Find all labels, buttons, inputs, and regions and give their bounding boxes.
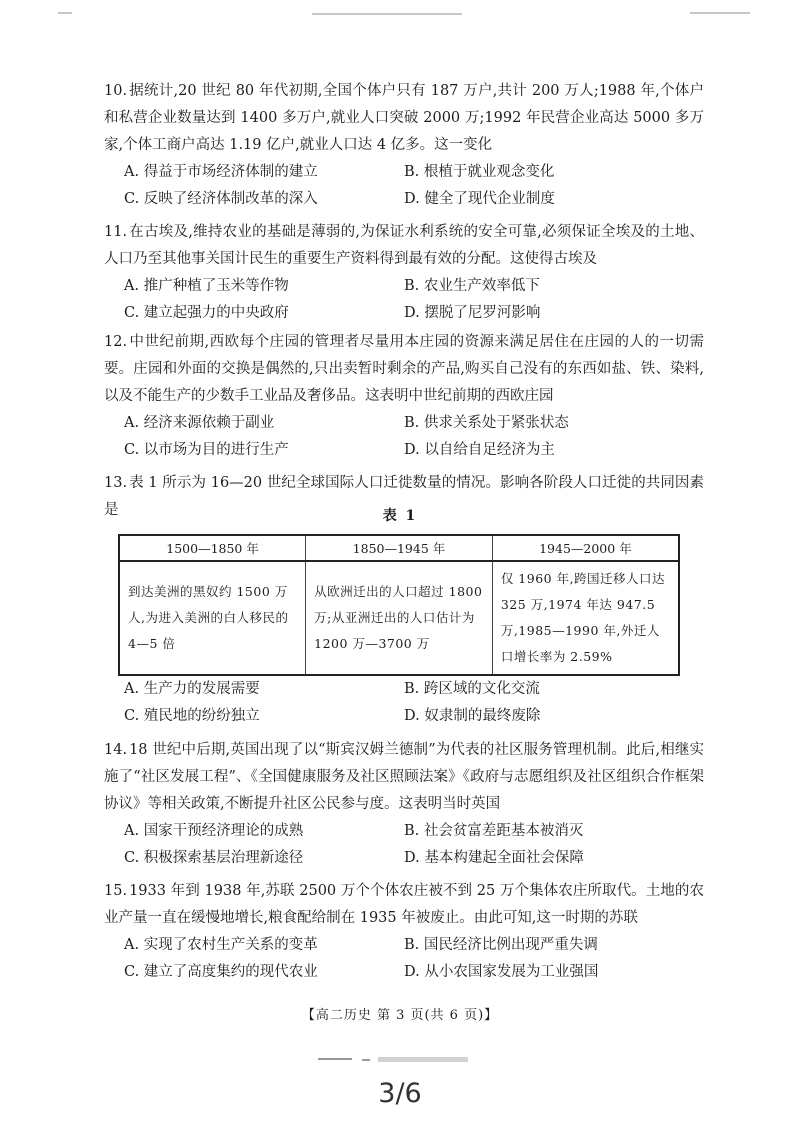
- option-a: A. 国家干预经济理论的成熟: [124, 823, 304, 839]
- question-14: [104, 737, 704, 872]
- scan-mark-bottom: [378, 1057, 468, 1062]
- option-b: B. 供求关系处于紧张状态: [404, 415, 569, 431]
- table-row: [119, 561, 679, 675]
- option-b: B. 根植于就业观念变化: [404, 164, 555, 180]
- option-c: C. 建立了高度集约的现代农业: [124, 964, 318, 980]
- question-stem: 1933 年到 1938 年,苏联 2500 万个个体农庄被不到 25 万个集体农庄所取代。土地的农业产量一直在缓慢地增长,粮食配给制在 1935 年被废止。由此可知,这一时期的苏联: [104, 883, 704, 926]
- option-b: B. 国民经济比例出现严重失调: [404, 937, 598, 953]
- table-cell: 从欧洲迁出的人口超过 1800 万;从亚洲迁出的人口估计为 1200 万—3700 万: [306, 561, 493, 675]
- question-number: 15.: [104, 883, 128, 899]
- option-d: D. 从小农国家发展为工业强国: [404, 964, 599, 980]
- question-number: 13.: [104, 475, 128, 491]
- option-c: C. 反映了经济体制改革的深入: [124, 191, 318, 207]
- question-12: [104, 329, 704, 464]
- question-number: 12.: [104, 334, 128, 350]
- question-number: 11.: [104, 224, 128, 240]
- table-cell: 到达美洲的黑奴约 1500 万人,为进入美洲的白人移民的 4—5 倍: [119, 561, 306, 675]
- option-a: A. 得益于市场经济体制的建立: [124, 164, 318, 180]
- table-header-cell: 1945—2000 年: [492, 535, 679, 561]
- option-a: A. 经济来源依赖于副业: [124, 415, 275, 431]
- question-stem: 表 1 所示为 16—20 世纪全球国际人口迁徙数量的情况。影响各阶段人口迁徙的共同因素是: [104, 475, 704, 518]
- scan-mark-bottom: [318, 1058, 352, 1060]
- question-stem: 18 世纪中后期,英国出现了以“斯宾汉姆兰德制”为代表的社区服务管理机制。此后,相继实施了“社区发展工程”、《全国健康服务及社区照顾法案》《政府与志愿组织及社区组织合作框架协议》等相关政策,不断提升社区公民参与度。这表明当时英国: [104, 742, 704, 812]
- option-a: A. 生产力的发展需要: [124, 681, 260, 697]
- option-b: B. 跨区域的文化交流: [404, 681, 540, 697]
- page-footer: 【高二历史 第 3 页(共 6 页)】: [301, 1008, 499, 1023]
- option-c: C. 殖民地的纷纷独立: [124, 708, 260, 724]
- migration-table: [118, 534, 680, 676]
- option-a: A. 实现了农村生产关系的变革: [124, 937, 318, 953]
- option-d: D. 以自给自足经济为主: [404, 442, 555, 458]
- option-d: D. 摆脱了尼罗河影响: [404, 305, 541, 321]
- question-10: [104, 78, 704, 213]
- question-11: [104, 219, 704, 327]
- question-15: [104, 878, 704, 986]
- scan-mark-bottom: [362, 1059, 370, 1061]
- page-number: 3/6: [378, 1078, 422, 1109]
- table-cell: 仅 1960 年,跨国迁移人口达 325 万,1974 年达 947.5 万,1985—1990 年,外迁人口增长率为 2.59%: [492, 561, 679, 675]
- option-a: A. 推广种植了玉米等作物: [124, 278, 289, 294]
- option-c: C. 以市场为目的进行生产: [124, 442, 289, 458]
- question-stem: 中世纪前期,西欧每个庄园的管理者尽量用本庄园的资源来满足居住在庄园的人的一切需要。庄园和外面的交换是偶然的,只出卖暂时剩余的产品,购买自己没有的东西如盐、铁、染料,以及不能生产的少数手工业品及奢侈品。这表明中世纪前期的西欧庄园: [104, 334, 704, 404]
- scan-mark-right: [690, 12, 750, 14]
- option-d: D. 基本构建起全面社会保障: [404, 850, 584, 866]
- scan-mark-top: [312, 13, 462, 15]
- scan-mark-left: [58, 12, 72, 14]
- option-c: C. 积极探索基层治理新途径: [124, 850, 304, 866]
- option-c: C. 建立起强力的中央政府: [124, 305, 289, 321]
- option-d: D. 健全了现代企业制度: [404, 191, 555, 207]
- option-d: D. 奴隶制的最终废除: [404, 708, 541, 724]
- table-header-cell: 1850—1945 年: [306, 535, 493, 561]
- question-stem: 据统计,20 世纪 80 年代初期,全国个体户只有 187 万户,共计 200 万人;1988 年,个体户和私营企业数量达到 1400 多万户,就业人口突破 2000 万;1992 年民营企业高达 5000 多万家,个体工商户高达 1.19 亿户,就业人口达 4 亿多。这一变化: [104, 83, 704, 153]
- option-b: B. 社会贫富差距基本被消灭: [404, 823, 584, 839]
- question-13-options: [104, 676, 704, 730]
- question-stem: 在古埃及,维持农业的基础是薄弱的,为保证水利系统的安全可靠,必须保证全埃及的土地、人口乃至其他事关国计民生的重要生产资料得到最有效的分配。这使得古埃及: [104, 224, 704, 267]
- option-b: B. 农业生产效率低下: [404, 278, 540, 294]
- question-number: 10.: [104, 83, 128, 99]
- question-number: 14.: [104, 742, 128, 758]
- table-caption: 表 1: [382, 508, 418, 524]
- table-header-cell: 1500—1850 年: [119, 535, 306, 561]
- table-header-row: [119, 535, 679, 561]
